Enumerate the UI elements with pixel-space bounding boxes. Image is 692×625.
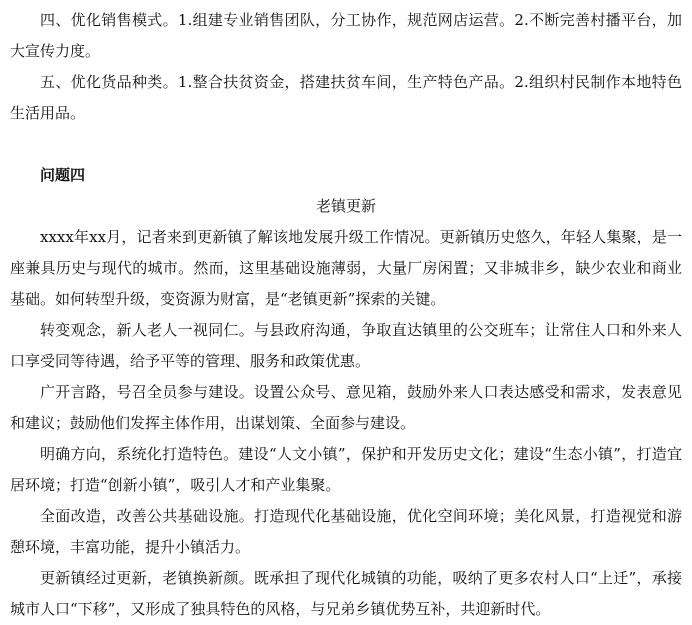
- article-paragraph-direction: 明确方向，系统化打造特色。建设“人文小镇”，保护和开发历史文化；建设“生态小镇”，打造宜居环境；打造“创新小镇”，吸引人才和产业集聚。: [10, 445, 682, 494]
- article-paragraph-participation: 广开言路，号召全员参与建设。设置公众号、意见箱，鼓励外来人口表达感受和需求，发表意见和建议；鼓励他们发挥主体作用，出谋划策、全面参与建设。: [10, 383, 682, 432]
- paragraph-product-types: 五、优化货品种类。1.整合扶贫资金，搭建扶贫车间，生产特色产品。2.组织村民制作本地特色生活用品。: [10, 73, 682, 122]
- paragraph-sales-mode: 四、优化销售模式。1.组建专业销售团队，分工协作，规范网店运营。2.不断完善村播平台，加大宣传力度。: [10, 11, 682, 60]
- article-paragraph-intro: xxxx年xx月，记者来到更新镇了解该地发展升级工作情况。更新镇历史悠久，年轻人集聚，是一座兼具历史与现代的城市。然而，这里基础设施薄弱，大量厂房闲置；又非城非乡，缺少农业和商业基础。如何转型升级，变资源为财富，是“老镇更新”探索的关键。: [10, 228, 682, 308]
- section-heading: 问题四: [40, 166, 86, 184]
- section-spacer: [10, 129, 682, 160]
- article-paragraph-conclusion: 更新镇经过更新，老镇换新颜。既承担了现代化城镇的功能，吸纳了更多农村人口“上迁”，承接城市人口“下移”，又形成了独具特色的风格，与兄弟乡镇优势互补，共迎新时代。: [10, 569, 682, 618]
- article-title: 老镇更新: [315, 197, 376, 215]
- article-paragraph-mindset: 转变观念，新人老人一视同仁。与县政府沟通，争取直达镇里的公交班车；让常住人口和外来人口享受同等待遇，给予平等的管理、服务和政策优惠。: [10, 321, 682, 370]
- article-paragraph-renovation: 全面改造，改善公共基础设施。打造现代化基础设施，优化空间环境；美化风景，打造视觉和游憩环境，丰富功能，提升小镇活力。: [10, 507, 682, 556]
